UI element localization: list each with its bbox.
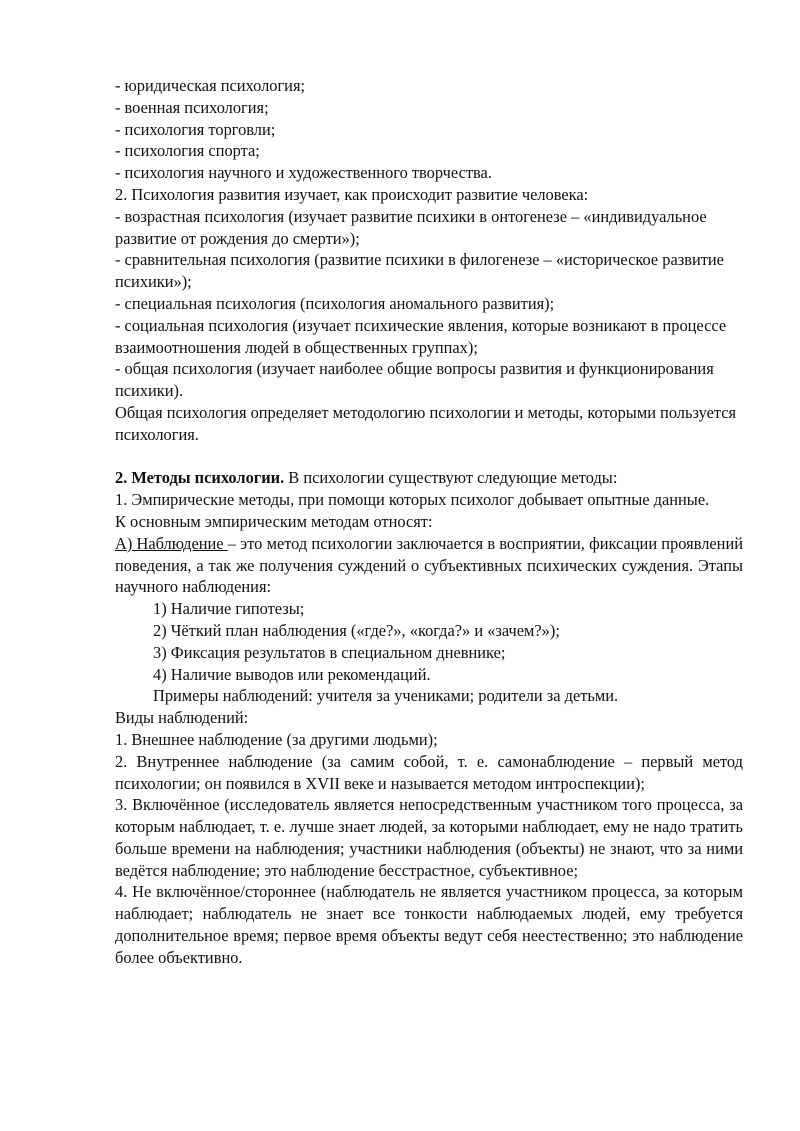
section-title: 2. Методы психологии.: [115, 468, 285, 488]
branch-item: - юридическая психология;: [115, 76, 306, 95]
branch-item: - военная психология;: [115, 97, 269, 117]
types-heading: Виды наблюдений:: [115, 708, 249, 728]
observation-term: А) Наблюдение: [115, 533, 228, 553]
development-heading: 2. Психология развития изучает, как происходит развитие человека:: [115, 184, 589, 204]
development-item: - возрастная психология (изучает развитие психики в онтогенезе – «индивидуальное развитие от рождения до смерти»);: [115, 206, 707, 248]
development-item: - сравнительная психология (развитие психики в филогенезе – «историческое развитие психики»);: [115, 250, 724, 292]
branch-item: - психология спорта;: [115, 141, 260, 161]
stage-item: 1) Наличие гипотезы;: [153, 599, 305, 619]
observation-text: – это метод психологии заключается в восприятии, фиксации проявлений поведения, а так же получения суждений о субъективных психических суждения. Этапы научного наблюдения:: [115, 533, 743, 597]
paragraph-gap: [115, 446, 743, 468]
main-methods-intro: К основным эмпирическим методам относят:: [115, 511, 433, 531]
stage-item: 4) Наличие выводов или рекомендаций.: [153, 664, 431, 684]
observation-examples: Примеры наблюдений: учителя за учениками; родители за детьми.: [153, 686, 619, 706]
development-item: - специальная психология (психология аномального развития);: [115, 293, 555, 313]
empirical-methods: 1. Эмпирические методы, при помощи которых психолог добывает опытные данные.: [115, 490, 710, 510]
stage-item: 2) Чёткий план наблюдения («где?», «когда?» и «зачем?»);: [153, 620, 560, 640]
type-item: 1. Внешнее наблюдение (за другими людьми);: [115, 729, 438, 749]
section-heading: [115, 467, 743, 489]
observation-definition: [115, 533, 743, 598]
type-item: 2. Внутреннее наблюдение (за самим собой, т. е. самонаблюдение – первый метод психологии; он появился в XVII веке и называется методом интроспекции);: [115, 751, 743, 793]
stage-item: 3) Фиксация результатов в специальном дневнике;: [153, 642, 506, 662]
type-item: 3. Включённое (исследователь является непосредственным участником того процесса, за которым наблюдает, т. е. лучше знает людей, за которыми наблюдает, ему не надо тратить больше времени на наблюдения; участники наблюдения (объекты) не знают, что за ними ведётся наблюдение; это наблюдение бесстрастное, субъективное;: [115, 795, 743, 880]
type-item: 4. Не включённое/стороннее (наблюдатель не является участником процесса, за которым наблюдает; наблюдатель не знает все тонкости наблюдаемых людей, ему требуется дополнительное время; первое время объекты ведут себя неестественно; это наблюдение более объективно.: [115, 882, 743, 967]
general-note: Общая психология определяет методологию психологии и методы, которыми пользуется психология.: [115, 402, 737, 444]
development-item: - социальная психология (изучает психические явления, которые возникают в процессе взаимоотношения людей в общественных группах);: [115, 315, 727, 357]
branch-item: - психология торговли;: [115, 119, 276, 139]
branch-item: - психология научного и художественного творчества.: [115, 163, 492, 183]
document-page: [115, 75, 743, 969]
section-intro: В психологии существуют следующие методы:: [284, 468, 618, 488]
development-item: - общая психология (изучает наиболее общие вопросы развития и функционирования психики).: [115, 359, 714, 401]
